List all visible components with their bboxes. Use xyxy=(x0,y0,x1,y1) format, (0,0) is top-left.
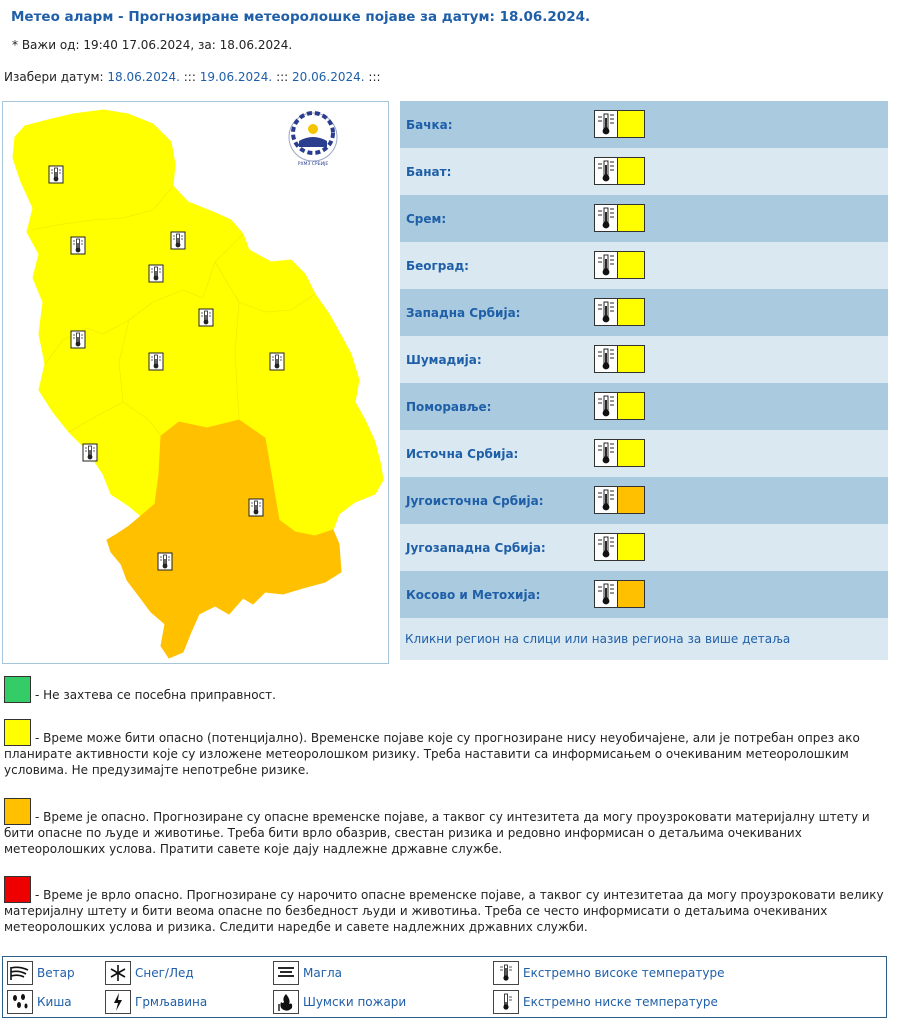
date-selector-label: Изабери датум: xyxy=(4,70,104,84)
thermometer-high-icon[interactable] xyxy=(594,251,618,279)
thermometer-high-icon[interactable] xyxy=(594,298,618,326)
warning-level-box xyxy=(618,298,645,326)
warning-level-box xyxy=(618,204,645,232)
region-row[interactable] xyxy=(400,383,888,430)
region-table xyxy=(400,101,888,660)
legend-thunder xyxy=(105,990,207,1014)
orange-level-swatch xyxy=(4,798,31,825)
region-name-link[interactable]: Југозападна Србија: xyxy=(406,540,546,555)
legend-forest-fire xyxy=(273,990,406,1014)
legend-wind xyxy=(7,961,75,985)
legend-red xyxy=(4,876,889,935)
legend-extreme-high-label: Екстремно високе температуре xyxy=(523,966,725,980)
region-name-link[interactable]: Бачка: xyxy=(406,117,453,132)
region-row[interactable] xyxy=(400,148,888,195)
legend-yellow xyxy=(4,719,889,778)
thermometer-high-icon[interactable] xyxy=(594,486,618,514)
region-name-link[interactable]: Срем: xyxy=(406,211,447,226)
map-thermometer-icon[interactable] xyxy=(83,444,97,461)
region-warning-icons[interactable] xyxy=(594,345,645,373)
legend-fog-label: Магла xyxy=(303,966,343,980)
region-warning-icons[interactable] xyxy=(594,533,645,561)
lightning-icon xyxy=(105,990,131,1014)
serbia-map[interactable] xyxy=(2,101,389,664)
thermometer-high-icon[interactable] xyxy=(594,533,618,561)
warning-level-box xyxy=(618,110,645,138)
date-separator: ::: xyxy=(368,70,381,84)
forest-fire-icon xyxy=(273,990,299,1014)
svg-text:РХМЗ СРБИЈЕ: РХМЗ СРБИЈЕ xyxy=(297,162,329,167)
page-title: Метео аларм - Прогнозиране метеоролошке појаве за датум: 18.06.2024. xyxy=(11,9,591,25)
map-thermometer-icon[interactable] xyxy=(71,237,85,254)
region-warning-icons[interactable] xyxy=(594,157,645,185)
region-name-link[interactable]: Источна Србија: xyxy=(406,446,519,461)
region-warning-icons[interactable] xyxy=(594,439,645,467)
thermometer-high-icon[interactable] xyxy=(594,110,618,138)
region-row[interactable] xyxy=(400,289,888,336)
thermometer-high-icon[interactable] xyxy=(594,439,618,467)
region-row[interactable] xyxy=(400,571,888,618)
region-row[interactable] xyxy=(400,195,888,242)
thermometer-low-icon xyxy=(493,990,519,1014)
date-selector xyxy=(4,70,381,84)
map-thermometer-icon[interactable] xyxy=(71,331,85,348)
region-row[interactable] xyxy=(400,101,888,148)
warning-level-box xyxy=(618,157,645,185)
map-thermometer-icon[interactable] xyxy=(270,353,284,370)
region-warning-icons[interactable] xyxy=(594,251,645,279)
region-warning-icons[interactable] xyxy=(594,110,645,138)
region-row[interactable] xyxy=(400,477,888,524)
region-name-link[interactable]: Банат: xyxy=(406,164,452,179)
thermometer-high-icon[interactable] xyxy=(594,392,618,420)
map-thermometer-icon[interactable] xyxy=(49,166,63,183)
legend-green xyxy=(4,676,889,703)
legend-orange-text: - Време је опасно. Прогнозиране су опасне временске појаве, а таквог су интезитета да могу проузроковати материјалну штету и бити опасне по људе и животиње. Треба бити врло обазрив, свестан ризика и редовно информисан о детаљима очекиваних метеоролошких услова. Пратити савете које дају надлежне државне службе. xyxy=(4,810,870,856)
region-row[interactable] xyxy=(400,242,888,289)
date-link-2[interactable]: 19.06.2024. xyxy=(199,70,273,84)
legend-yellow-text: - Време може бити опасно (потенцијално). Временске појаве које су прогнозиране нису неуобичајене, али је потребан опрез ако планирате активности које су изложене метеоролошком ризику. Треба наставити са информисањем о очекиваним метеоролошким условима. Не предузимајте непотребне ризике. xyxy=(4,731,860,777)
legend-wind-label: Ветар xyxy=(37,966,75,980)
legend-orange xyxy=(4,798,889,857)
region-row[interactable] xyxy=(400,524,888,571)
thermometer-high-icon[interactable] xyxy=(594,157,618,185)
region-warning-icons[interactable] xyxy=(594,298,645,326)
region-name-link[interactable]: Шумадија: xyxy=(406,352,482,367)
map-thermometer-icon[interactable] xyxy=(171,232,185,249)
map-thermometer-icon[interactable] xyxy=(158,553,172,570)
validity-text: * Важи од: 19:40 17.06.2024, за: 18.06.2024. xyxy=(12,38,293,52)
yellow-level-swatch xyxy=(4,719,31,746)
map-thermometer-icon[interactable] xyxy=(199,309,213,326)
region-name-link[interactable]: Поморавље: xyxy=(406,399,492,414)
warning-level-box xyxy=(618,533,645,561)
warning-level-box xyxy=(618,486,645,514)
red-level-swatch xyxy=(4,876,31,903)
legend-red-text: - Време је врло опасно. Прогнозиране су нарочито опасне временске појаве, а таквог су интезитетаа да могу проузроковати велику материјалну штету и бити веома опасне по безбедност људи и животиња. Треба се често информисати о детаљима очекиваних метеоролошких услова и ризика. Следити наредбе и савете надлежних државних служби. xyxy=(4,888,884,934)
map-thermometer-icon[interactable] xyxy=(149,265,163,282)
region-warning-icons[interactable] xyxy=(594,486,645,514)
fog-icon xyxy=(273,961,299,985)
region-warning-icons[interactable] xyxy=(594,580,645,608)
region-row[interactable] xyxy=(400,430,888,477)
region-hint-text: Кликни регион на слици или назив региона за више детаља xyxy=(400,618,888,660)
legend-snow xyxy=(105,961,194,985)
warning-level-box xyxy=(618,345,645,373)
region-name-link[interactable]: Косово и Метохија: xyxy=(406,587,541,602)
legend-rain xyxy=(7,990,72,1014)
warning-level-box xyxy=(618,392,645,420)
region-row[interactable] xyxy=(400,336,888,383)
thermometer-high-icon xyxy=(493,961,519,985)
rhmz-logo-icon xyxy=(289,113,337,167)
map-thermometer-icon[interactable] xyxy=(149,353,163,370)
date-link-3[interactable]: 20.06.2024. xyxy=(292,70,365,84)
legend-thunder-label: Грмљавина xyxy=(135,995,208,1009)
date-separator: ::: xyxy=(183,70,196,84)
green-level-swatch xyxy=(4,676,31,703)
icon-legend xyxy=(2,956,887,1018)
legend-snow-label: Снег/Лед xyxy=(135,966,194,980)
region-name-link[interactable]: Београд: xyxy=(406,258,469,273)
region-warning-icons[interactable] xyxy=(594,392,645,420)
region-warning-icons[interactable] xyxy=(594,204,645,232)
wind-icon xyxy=(7,961,33,985)
legend-extreme-high xyxy=(493,961,724,985)
thermometer-high-icon[interactable] xyxy=(594,345,618,373)
map-thermometer-icon[interactable] xyxy=(249,499,263,516)
thermometer-high-icon[interactable] xyxy=(594,580,618,608)
warning-level-box xyxy=(618,439,645,467)
warning-level-box xyxy=(618,580,645,608)
warning-level-box xyxy=(618,251,645,279)
date-link-1[interactable]: 18.06.2024. xyxy=(107,70,180,84)
thermometer-high-icon[interactable] xyxy=(594,204,618,232)
region-name-link[interactable]: Западна Србија: xyxy=(406,305,521,320)
legend-fog xyxy=(273,961,342,985)
region-name-link[interactable]: Југоисточна Србија: xyxy=(406,493,544,508)
rain-icon xyxy=(7,990,33,1014)
legend-rain-label: Киша xyxy=(37,995,72,1009)
legend-green-text: - Не захтева се посебна приправност. xyxy=(35,688,276,702)
snowflake-icon xyxy=(105,961,131,985)
legend-extreme-low-label: Екстремно ниске температуре xyxy=(523,995,718,1009)
date-separator: ::: xyxy=(276,70,289,84)
legend-extreme-low xyxy=(493,990,718,1014)
legend-forest-fire-label: Шумски пожари xyxy=(303,995,407,1009)
